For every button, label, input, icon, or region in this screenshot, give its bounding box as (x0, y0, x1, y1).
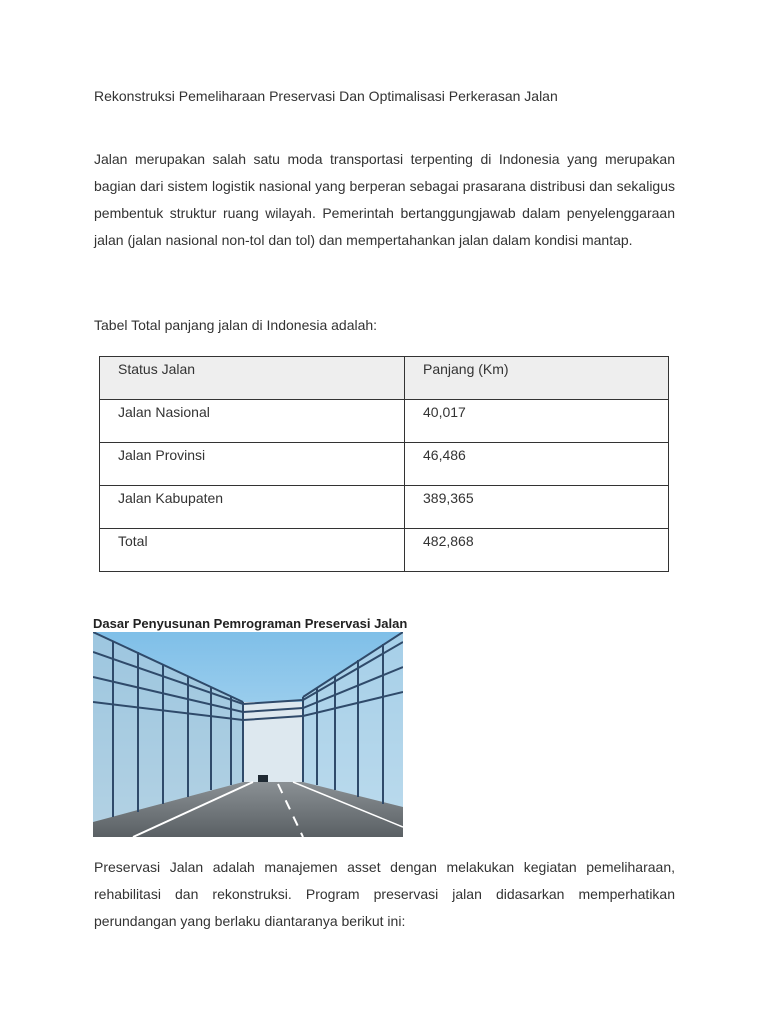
header-status-jalan: Status Jalan (100, 357, 405, 400)
document-title: Rekonstruksi Pemeliharaan Preservasi Dan Optimalisasi Perkerasan Jalan (94, 88, 558, 104)
table-row (100, 443, 669, 486)
row-value: 389,365 (405, 486, 669, 529)
row-value: 40,017 (405, 400, 669, 443)
road-length-table (99, 356, 669, 572)
table-row (100, 400, 669, 443)
row-value: 46,486 (405, 443, 669, 486)
row-label: Jalan Provinsi (100, 443, 405, 486)
row-value: 482,868 (405, 529, 669, 572)
preservation-paragraph: Preservasi Jalan adalah manajemen asset dengan melakukan kegiatan pemeliharaan, rehabilitasi dan rekonstruksi. Program preservasi jalan didasarkan memperhatikan perundangan yang berlaku diantaranya berikut ini: (94, 859, 675, 929)
table-row (100, 529, 669, 572)
row-label: Jalan Kabupaten (100, 486, 405, 529)
row-label: Jalan Nasional (100, 400, 405, 443)
header-panjang: Panjang (Km) (405, 357, 669, 400)
table-header-row (100, 357, 669, 400)
table-row (100, 486, 669, 529)
intro-paragraph: Jalan merupakan salah satu moda transportasi terpenting di Indonesia yang merupakan bagian dari sistem logistik nasional yang berperan sebagai prasarana distribusi dan sekaligus pembentuk struktur ruang wilayah. Pemerintah bertanggungjawab dalam penyelenggaraan jalan (jalan nasional non-tol dan tol) dan mempertahankan jalan dalam kondisi mantap. (94, 151, 675, 248)
section-heading: Dasar Penyusunan Pemrograman Preservasi Jalan (93, 616, 408, 631)
row-label: Total (100, 529, 405, 572)
road-tunnel-photo (93, 632, 403, 837)
table-intro-text: Tabel Total panjang jalan di Indonesia adalah: (94, 317, 378, 333)
